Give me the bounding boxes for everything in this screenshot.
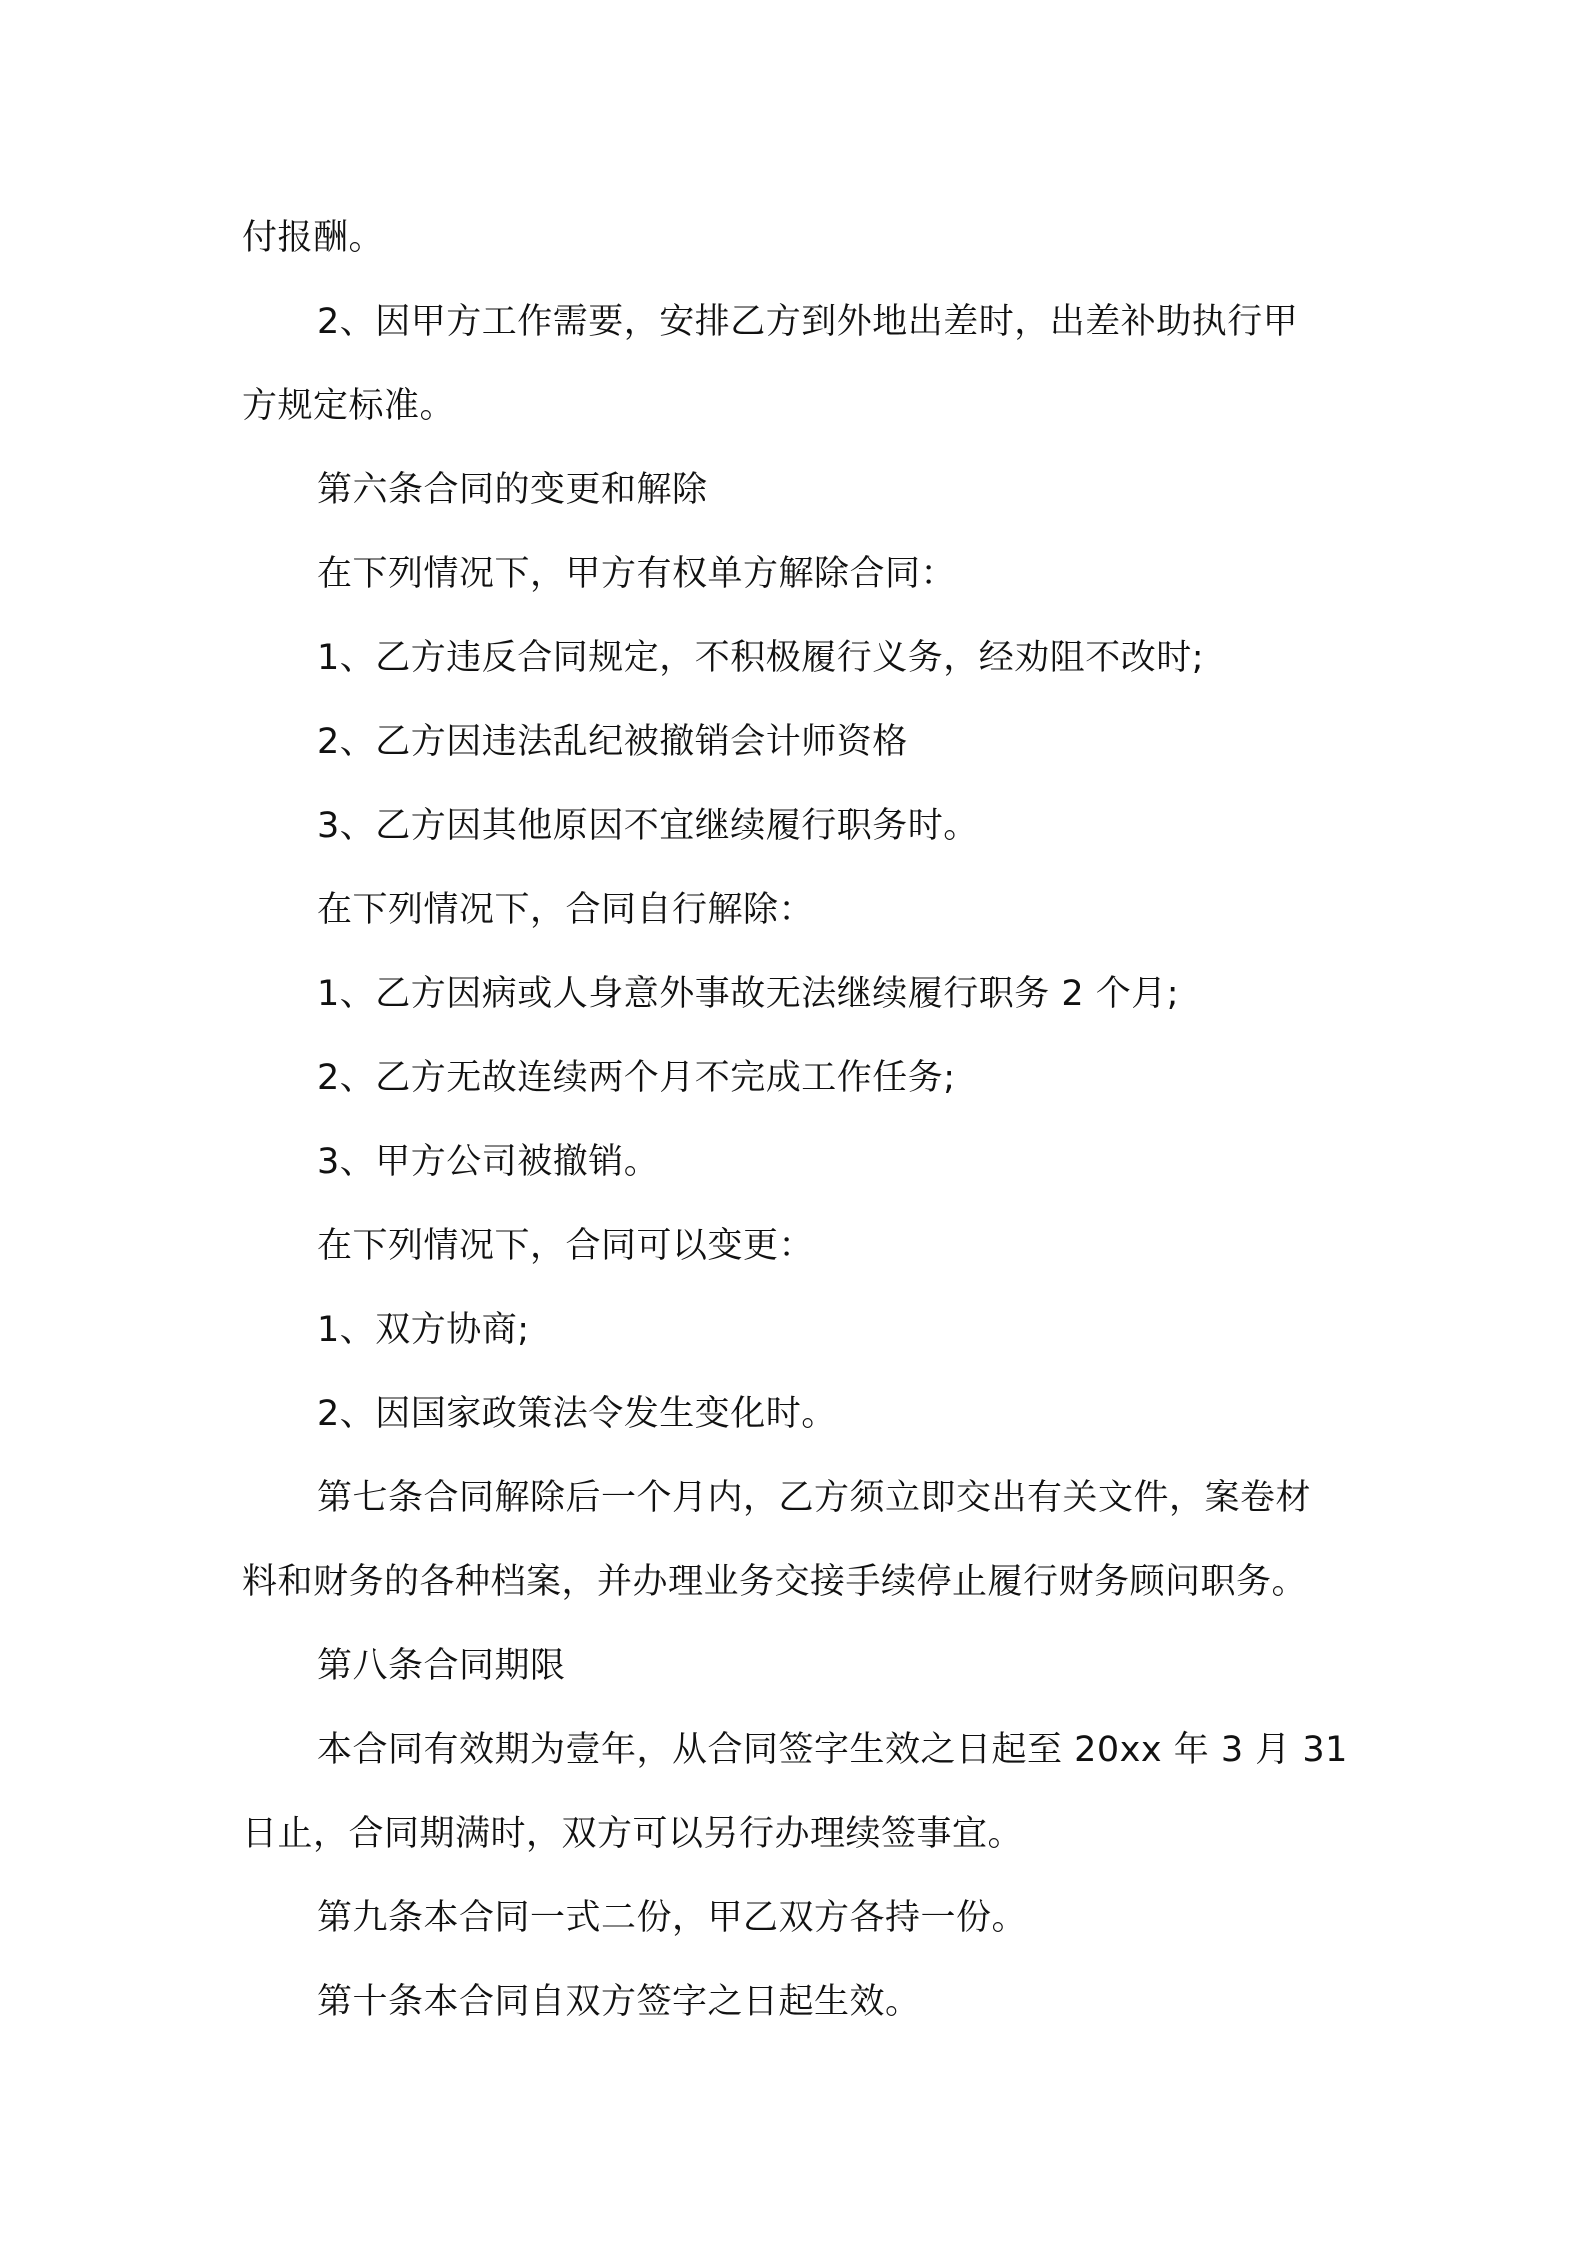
- text-line: 付报酬。: [242, 218, 385, 258]
- section-heading: 第九条本合同一式二份，甲乙双方各持一份。: [317, 1898, 1028, 1938]
- section-heading: 第七条合同解除后一个月内，乙方须立即交出有关文件，案卷材: [317, 1478, 1312, 1518]
- list-item: 2、乙方因违法乱纪被撤销会计师资格: [317, 722, 908, 762]
- section-heading: 第十条本合同自双方签字之日起生效。: [317, 1982, 921, 2022]
- list-item: 3、乙方因其他原因不宜继续履行职务时。: [317, 806, 979, 846]
- list-item: 1、双方协商;: [317, 1310, 530, 1350]
- text-line: 在下列情况下，合同自行解除：: [317, 890, 815, 930]
- list-item: 3、甲方公司被撤销。: [317, 1142, 660, 1182]
- section-heading: 第六条合同的变更和解除: [317, 470, 708, 510]
- document-body: [242, 196, 1362, 2044]
- text-line: 在下列情况下，合同可以变更：: [317, 1226, 815, 1266]
- section-heading: 第八条合同期限: [317, 1646, 566, 1686]
- list-item: 1、乙方因病或人身意外事故无法继续履行职务 2 个月;: [317, 974, 1180, 1014]
- text-line: 日止，合同期满时，双方可以另行办理续签事宜。: [242, 1814, 1024, 1854]
- text-line: 料和财务的各种档案，并办理业务交接手续停止履行财务顾问职务。: [242, 1562, 1308, 1602]
- text-line: 2、因甲方工作需要，安排乙方到外地出差时，出差补助执行甲: [317, 302, 1299, 342]
- list-item: 1、乙方违反合同规定，不积极履行义务，经劝阻不改时;: [317, 638, 1205, 678]
- text-line: 在下列情况下，甲方有权单方解除合同：: [317, 554, 957, 594]
- list-item: 2、因国家政策法令发生变化时。: [317, 1394, 837, 1434]
- text-line: 本合同有效期为壹年，从合同签字生效之日起至 20xx 年 3 月 31: [317, 1730, 1348, 1770]
- text-line: 方规定标准。: [242, 386, 456, 426]
- list-item: 2、乙方无故连续两个月不完成工作任务;: [317, 1058, 956, 1098]
